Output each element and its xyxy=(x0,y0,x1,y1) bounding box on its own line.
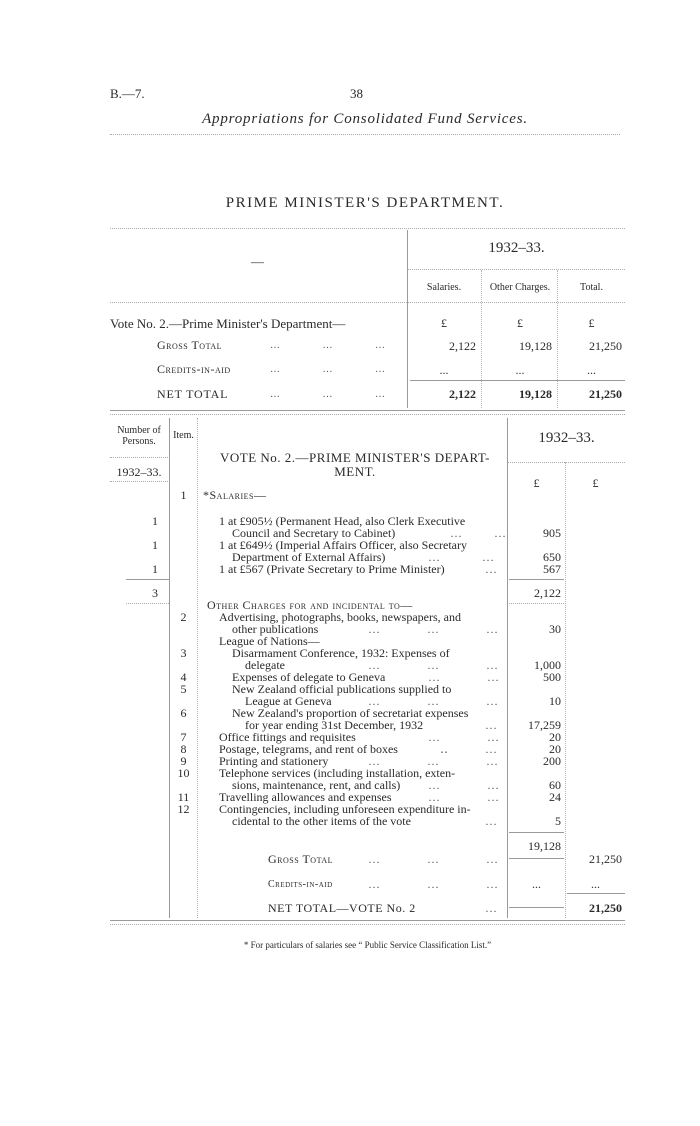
gross-rule xyxy=(509,858,564,859)
leader-dots: … … … xyxy=(270,340,387,351)
leader-dots: … xyxy=(485,562,499,576)
charge-line: New Zealand's proportion of secretariat expenses xyxy=(232,706,469,720)
credits-in-aid-amount: ... xyxy=(532,877,541,891)
footnote: * For particulars of salaries see “ Public Service Classification List.” xyxy=(243,940,492,950)
summary-blank-heading: — xyxy=(251,254,264,269)
leader-dots: … xyxy=(485,718,499,732)
charge-line: Printing and stationery xyxy=(219,754,329,768)
summary-col-other: Other Charges. xyxy=(489,282,551,293)
salary-line: 1 at £905½ (Permanent Head, also Clerk Executive xyxy=(219,514,466,528)
gross-total-amount: 21,250 xyxy=(589,852,622,866)
charge-line: Advertising, photographs, books, newspapers, and xyxy=(219,610,461,624)
charge-line: New Zealand official publications supplied to xyxy=(232,682,452,696)
charge-amount: 24 xyxy=(549,790,561,804)
pound-sign: £ xyxy=(592,476,599,490)
leader-dots: … … xyxy=(428,670,501,684)
year-rule xyxy=(508,462,625,463)
salary-amount: 567 xyxy=(543,562,561,576)
item-number: 6 xyxy=(180,706,187,720)
persons-bottom-rule xyxy=(126,603,169,604)
charge-amount: 17,259 xyxy=(528,718,561,732)
summary-top-rule xyxy=(110,228,625,229)
salaries-sum-rule xyxy=(509,579,564,580)
leader-dots: … … … xyxy=(270,389,387,400)
item-number: 9 xyxy=(180,754,187,768)
leader-dots: … … … xyxy=(270,364,387,375)
charge-amount: 1,000 xyxy=(534,658,561,672)
summary-sum-rule xyxy=(410,380,625,381)
vote-label: Vote No. 2.—Prime Minister's Department— xyxy=(110,316,346,331)
pound-sign: £ xyxy=(588,316,595,330)
charge-amount: 20 xyxy=(549,742,561,756)
summary-col-total: Total. xyxy=(580,282,603,293)
amount-divider xyxy=(565,462,566,918)
item-number: 12 xyxy=(177,802,190,816)
charge-line: Contingencies, including unforeseen expenditure in- xyxy=(219,802,471,816)
salaries-subtotal: 2,122 xyxy=(534,586,561,600)
salary-amount: 905 xyxy=(543,526,561,540)
summary-header-rule xyxy=(110,302,625,303)
charge-line: League at Geneva xyxy=(245,694,332,708)
leader-dots: … … … xyxy=(368,754,500,768)
leader-dots: … … … xyxy=(368,622,500,636)
summary-total: 21,250 xyxy=(589,387,622,401)
persons-year: 1932–33. xyxy=(116,465,162,479)
leader-dots: ‥ … xyxy=(440,742,500,756)
leader-dots: … … xyxy=(450,526,508,540)
charge-line: for year ending 31st December, 1932 xyxy=(245,718,424,732)
vote-title: VOTE No. 2.—PRIME MINISTER'S DEPART-MENT. xyxy=(220,450,490,479)
running-title: Appropriations for Consolidated Fund Services. xyxy=(202,111,528,127)
credits-in-aid-total: ... xyxy=(591,877,600,891)
item-number: 3 xyxy=(180,646,187,660)
item-number: 5 xyxy=(180,682,187,696)
summary-col-salaries: Salaries. xyxy=(426,282,462,293)
persons-year-rule xyxy=(110,481,170,482)
charge-line: Disarmament Conference, 1932: Expenses of xyxy=(232,646,450,660)
persons-sum-rule xyxy=(126,579,169,580)
leader-dots: … … … xyxy=(368,877,500,891)
salary-line: 1 at £567 (Private Secretary to Prime Minister) xyxy=(219,562,445,576)
charge-line: Expenses of delegate to Geneva xyxy=(232,670,386,684)
summary-salaries: 2,122 xyxy=(449,339,476,353)
summary-row-label: Credits-in-aid xyxy=(157,362,231,376)
salaries-bottom-rule xyxy=(509,603,564,604)
charge-line: delegate xyxy=(245,658,285,672)
leader-dots: … … … xyxy=(368,658,500,672)
charge-line: Office fittings and requisites xyxy=(219,730,356,744)
pound-sign: £ xyxy=(517,316,523,330)
item-number: 8 xyxy=(180,742,187,756)
salary-line: Department of External Affairs) xyxy=(232,550,386,564)
salary-line: Council and Secretary to Cabinet) xyxy=(232,526,396,540)
summary-year-rule xyxy=(408,269,625,270)
other-charges-heading: Other Charges for and incidental to— xyxy=(207,598,413,612)
summary-total: ... xyxy=(587,363,596,377)
pound-sign: £ xyxy=(441,316,447,330)
detail-bottom-rule xyxy=(110,920,625,921)
persons-count: 1 xyxy=(152,514,158,528)
summary-salaries: ... xyxy=(439,363,449,377)
net-rule xyxy=(509,907,564,908)
item-number: 2 xyxy=(180,610,187,624)
credits-in-aid-label: Credits-in-aid xyxy=(268,879,333,890)
persons-count: 1 xyxy=(152,562,158,576)
summary-other: 19,128 xyxy=(519,387,552,401)
salaries-heading: *Salaries— xyxy=(203,488,267,502)
department-title: PRIME MINISTER'S DEPARTMENT. xyxy=(225,195,505,211)
net-sum-rule xyxy=(567,893,625,894)
charge-line: Postage, telegrams, and rent of boxes xyxy=(219,742,398,756)
persons-heading-rule xyxy=(110,457,170,458)
pound-sign: £ xyxy=(533,476,540,490)
salary-line: 1 at £649½ (Imperial Affairs Officer, also Secretary xyxy=(219,538,467,552)
item-column-heading: Item. xyxy=(173,430,194,441)
item-number: 10 xyxy=(177,766,190,780)
leader-dots: … xyxy=(485,814,499,828)
charge-amount: 5 xyxy=(555,814,561,828)
item-text-divider xyxy=(197,418,198,918)
net-total-amount: 21,250 xyxy=(589,901,622,915)
charge-amount: 200 xyxy=(543,754,561,768)
detail-bottom-rule xyxy=(110,924,625,925)
charge-amount: 60 xyxy=(549,778,561,792)
net-total-label: NET TOTAL—VOTE No. 2 xyxy=(268,901,416,915)
charge-amount: 20 xyxy=(549,730,561,744)
leader-dots: … … xyxy=(428,790,501,804)
summary-salaries: 2,122 xyxy=(449,387,476,401)
summary-other: ... xyxy=(515,363,525,377)
leader-dots: … … xyxy=(428,550,496,564)
summary-row-label: Gross Total xyxy=(157,338,222,352)
persons-count: 1 xyxy=(152,538,158,552)
charge-line: Travelling allowances and expenses xyxy=(219,790,392,804)
persons-total: 3 xyxy=(152,586,158,600)
gross-total-label: Gross Total xyxy=(268,852,333,866)
charge-amount: 30 xyxy=(549,622,561,636)
charge-line: League of Nations— xyxy=(219,634,320,648)
persons-column-heading: Number of Persons. xyxy=(117,425,161,447)
summary-bottom-rule xyxy=(110,414,625,415)
item-number: 1 xyxy=(180,488,187,502)
summary-total: 21,250 xyxy=(589,339,622,353)
item-number: 4 xyxy=(180,670,187,684)
charges-sum-rule xyxy=(509,832,564,833)
charge-line: cidental to the other items of the vote xyxy=(232,814,411,828)
document-reference: B.—7. xyxy=(110,86,145,101)
charge-line: other publications xyxy=(232,622,319,636)
page-number: 38 xyxy=(350,86,363,101)
charge-amount: 500 xyxy=(543,670,561,684)
leader-dots: … … xyxy=(428,730,501,744)
summary-other: 19,128 xyxy=(519,339,552,353)
charge-line: sions, maintenance, rent, and calls) xyxy=(232,778,401,792)
leader-dots: … … … xyxy=(368,852,500,866)
charges-subtotal: 19,128 xyxy=(528,839,561,853)
charge-amount: 10 xyxy=(549,694,561,708)
item-number: 7 xyxy=(180,730,187,744)
item-number: 11 xyxy=(177,790,190,804)
leader-dots: … … xyxy=(428,778,501,792)
header-rule xyxy=(110,134,620,135)
summary-year: 1932–33. xyxy=(488,240,545,256)
summary-bottom-rule xyxy=(110,410,625,411)
leader-dots: … xyxy=(485,901,499,915)
charge-line: Telephone services (including installation, exten- xyxy=(219,766,456,780)
detail-year: 1932–33. xyxy=(538,430,595,446)
summary-row-label: NET TOTAL xyxy=(157,387,229,401)
salary-amount: 650 xyxy=(543,550,561,564)
leader-dots: … … … xyxy=(368,694,500,708)
